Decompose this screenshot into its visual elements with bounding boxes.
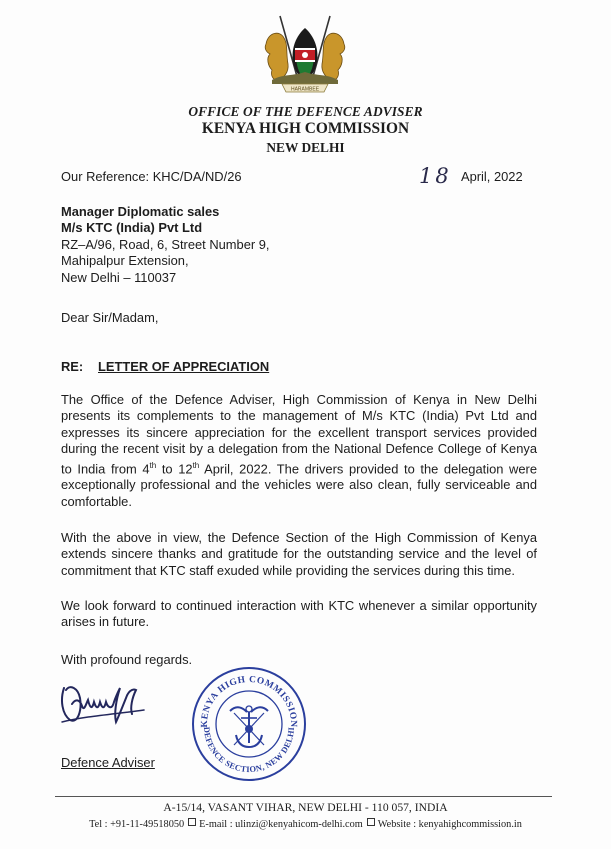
- paragraph-1-text-c: April, 2022. The drivers provided to the delegation were exceptionally professional and the vehicles were also clean, fully serviceable and comfortable.: [61, 460, 537, 509]
- stamp-top-text: KENYA HIGH COMMISSION: [199, 674, 299, 728]
- official-stamp-icon: [190, 665, 308, 783]
- signatory-title: Defence Adviser: [61, 755, 155, 770]
- recipient-street: RZ–A/96, Road, 6, Street Number 9,: [61, 236, 270, 252]
- recipient-company: M/s KTC (India) Pvt Ltd: [61, 220, 203, 236]
- reference-number: Our Reference: KHC/DA/ND/26: [61, 169, 242, 184]
- handwritten-date-day: 18: [419, 164, 452, 188]
- bullet-square-icon: [188, 818, 196, 826]
- recipient-city: New Delhi – 110037: [61, 269, 177, 285]
- letter-date: April, 2022: [461, 169, 523, 184]
- body-paragraph-2: With the above in view, the Defence Section of the High Commission of Kenya extends sincere thanks and gratitude for the outstanding service and the level of commitment that KTC staff exuded while providing the services during this time.: [61, 530, 537, 578]
- crest-motto-text: HARAMBEE: [290, 86, 320, 93]
- office-heading: OFFICE OF THE DEFENCE ADVISER: [188, 104, 423, 119]
- recipient-locality: Mahipalpur Extension,: [61, 253, 189, 269]
- paragraph-1-text-a: The Office of the Defence Adviser, High Commission of Kenya in New Delhi presents its complements to the management of M/s KTC (India) Pvt Ltd and expresses its sincere appreciation for the excellent transport services provided during the recent visit by a delegation from the National Defence College of Kenya to India from 4: [61, 392, 537, 476]
- footer-contact: [0, 818, 611, 830]
- city-heading: NEW DELHI: [266, 140, 345, 155]
- footer-address: A-15/14, VASANT VIHAR, NEW DELHI - 110 057, INDIA: [163, 801, 448, 814]
- ordinal-suffix: th: [149, 460, 157, 470]
- subject-title: LETTER OF APPRECIATION: [98, 359, 270, 374]
- ordinal-suffix: th: [192, 460, 200, 470]
- body-paragraph-3: We look forward to continued interaction with KTC whenever a similar opportunity arises in future.: [61, 598, 537, 630]
- stamp-bottom-text: DEFENCE SECTION, NEW DELHI: [201, 726, 297, 775]
- footer-website: Website : kenyahighcommission.in: [377, 819, 522, 830]
- footer-divider: [55, 796, 552, 797]
- footer-telephone: Tel : +91-11-49518050: [89, 819, 185, 830]
- recipient-title: Manager Diplomatic sales: [61, 204, 220, 219]
- handwritten-signature: [56, 674, 152, 728]
- subject-label: RE:: [61, 359, 84, 374]
- salutation: Dear Sir/Madam,: [61, 310, 159, 325]
- kenya-coat-of-arms-icon: [258, 14, 352, 94]
- footer-email: E-mail : ulinzi@kenyahicom-delhi.com: [199, 819, 363, 830]
- closing-regards: With profound regards.: [61, 652, 193, 667]
- bullet-square-icon: [367, 818, 375, 826]
- recipient-address: [61, 204, 270, 286]
- commission-heading: KENYA HIGH COMMISSION: [201, 120, 410, 137]
- paragraph-1-text-b: to 12: [156, 460, 193, 476]
- body-paragraph-1: [61, 392, 537, 510]
